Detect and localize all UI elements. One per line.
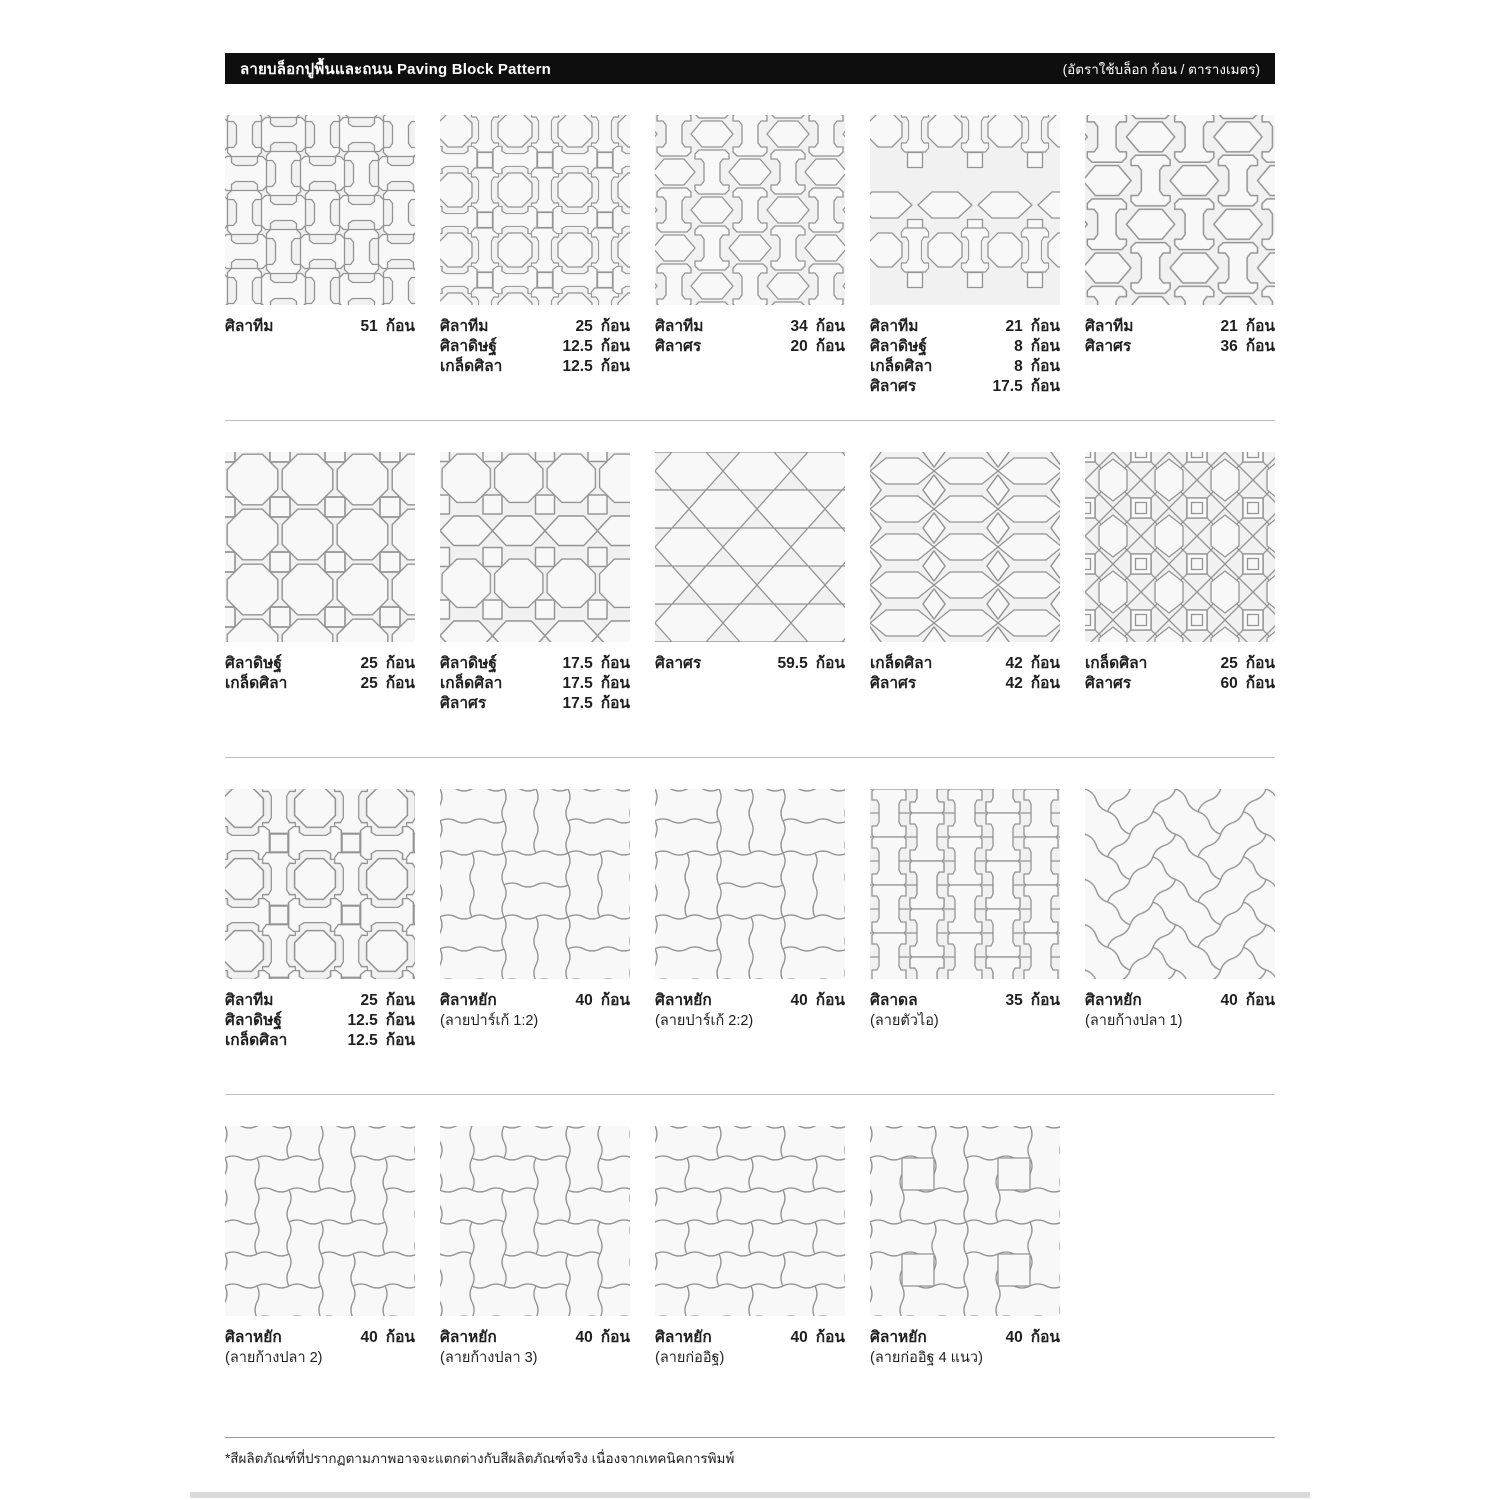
pattern-cell bbox=[440, 789, 630, 1094]
pattern-swatch-i-hex-2 bbox=[1085, 115, 1275, 305]
product-count bbox=[563, 357, 630, 377]
pattern-labels bbox=[870, 317, 1060, 397]
product-count bbox=[778, 654, 845, 674]
product-line bbox=[1085, 991, 1275, 1011]
product-line bbox=[870, 991, 1060, 1011]
product-line bbox=[870, 654, 1060, 674]
product-count bbox=[790, 317, 845, 337]
pattern-cell bbox=[440, 115, 630, 420]
count-unit: ก้อน bbox=[600, 1329, 630, 1346]
product-name: ศิลาดล bbox=[870, 992, 918, 1009]
pattern-cell bbox=[440, 452, 630, 757]
count-value: 40 bbox=[1005, 1329, 1023, 1346]
pattern-cell bbox=[225, 115, 415, 420]
product-line bbox=[1085, 317, 1275, 337]
count-value: 35 bbox=[1005, 992, 1023, 1009]
pattern-cell bbox=[225, 789, 415, 1094]
count-unit: ก้อน bbox=[385, 1329, 415, 1346]
pattern-variant-note: (ลายปาร์เก้ 1:2) bbox=[440, 1013, 539, 1029]
pattern-labels bbox=[225, 317, 415, 337]
page-footer bbox=[225, 1437, 1275, 1469]
product-count bbox=[1005, 317, 1060, 337]
page-edge-shadow bbox=[190, 1492, 1310, 1498]
pattern-labels bbox=[870, 1328, 1060, 1368]
product-count bbox=[360, 1328, 415, 1348]
page-header bbox=[225, 53, 1275, 84]
product-count bbox=[1005, 674, 1060, 694]
count-unit: ก้อน bbox=[600, 992, 630, 1009]
count-value: 8 bbox=[1014, 358, 1023, 375]
pattern-labels bbox=[225, 654, 415, 694]
pattern-cell bbox=[440, 1126, 630, 1431]
count-unit: ก้อน bbox=[600, 358, 630, 375]
count-unit: ก้อน bbox=[815, 1329, 845, 1346]
product-name: ศิลาทีม bbox=[225, 992, 274, 1009]
pattern-swatch-herringbone90 bbox=[225, 1126, 415, 1316]
product-name: ศิลาหยัก bbox=[655, 992, 712, 1009]
count-unit: ก้อน bbox=[600, 675, 630, 692]
pattern-labels bbox=[1085, 654, 1275, 694]
row-divider bbox=[225, 757, 1275, 758]
pattern-variant-note: (ลายก้างปลา 3) bbox=[440, 1350, 538, 1366]
product-line bbox=[225, 991, 415, 1011]
count-unit: ก้อน bbox=[385, 675, 415, 692]
product-count bbox=[790, 1328, 845, 1348]
product-count bbox=[1220, 337, 1275, 357]
pattern-variant-note: (ลายก่ออิฐ 4 แนว) bbox=[870, 1350, 983, 1366]
product-line bbox=[440, 654, 630, 674]
count-value: 40 bbox=[1220, 992, 1238, 1009]
pattern-variant-note: (ลายก้างปลา 1) bbox=[1085, 1013, 1183, 1029]
count-unit: ก้อน bbox=[1030, 992, 1060, 1009]
product-line bbox=[440, 991, 630, 1011]
count-value: 59.5 bbox=[777, 655, 808, 672]
product-name: ศิลาดิษฐ์ bbox=[225, 655, 282, 672]
product-count bbox=[1220, 317, 1275, 337]
pattern-labels bbox=[225, 1328, 415, 1368]
pattern-cell bbox=[870, 789, 1060, 1094]
count-value: 36 bbox=[1220, 338, 1238, 355]
count-unit: ก้อน bbox=[385, 992, 415, 1009]
row-divider bbox=[225, 1094, 1275, 1095]
product-count bbox=[360, 654, 415, 674]
pattern-cell bbox=[655, 789, 845, 1094]
count-value: 17.5 bbox=[562, 695, 593, 712]
count-unit: ก้อน bbox=[1030, 318, 1060, 335]
product-name: ศิลาศร bbox=[655, 655, 702, 672]
product-line bbox=[655, 654, 845, 674]
pattern-grid bbox=[225, 115, 1275, 1431]
pattern-variant-note: (ลายก่ออิฐ) bbox=[655, 1350, 725, 1366]
product-count bbox=[563, 694, 630, 714]
pattern-swatch-oct-sq-i2 bbox=[225, 789, 415, 979]
pattern-variant-note: (ลายก้างปลา 2) bbox=[225, 1350, 323, 1366]
count-unit: ก้อน bbox=[1245, 992, 1275, 1009]
product-line bbox=[655, 317, 845, 337]
pattern-swatch-i-interlock bbox=[225, 115, 415, 305]
product-count bbox=[360, 674, 415, 694]
product-count bbox=[575, 1328, 630, 1348]
product-name: ศิลาดิษฐ์ bbox=[870, 338, 927, 355]
count-unit: ก้อน bbox=[815, 992, 845, 1009]
product-name: ศิลาดิษฐ์ bbox=[440, 338, 497, 355]
pattern-swatch-parquet22 bbox=[655, 789, 845, 979]
product-line bbox=[870, 357, 1060, 377]
pattern-cell bbox=[225, 1126, 415, 1431]
pattern-labels bbox=[870, 991, 1060, 1031]
count-value: 17.5 bbox=[562, 675, 593, 692]
product-line bbox=[655, 1328, 845, 1348]
product-line bbox=[870, 674, 1060, 694]
product-count bbox=[1220, 674, 1275, 694]
pattern-labels bbox=[440, 991, 630, 1031]
pattern-row bbox=[225, 115, 1275, 420]
count-value: 42 bbox=[1005, 655, 1023, 672]
product-line bbox=[440, 357, 630, 377]
product-name: ศิลาทีม bbox=[440, 318, 489, 335]
count-unit: ก้อน bbox=[600, 318, 630, 335]
pattern-swatch-pinwheel bbox=[870, 1126, 1060, 1316]
product-name: เกล็ดศิลา bbox=[870, 655, 933, 672]
pattern-cell bbox=[655, 115, 845, 420]
count-unit: ก้อน bbox=[600, 338, 630, 355]
pattern-labels bbox=[655, 991, 845, 1031]
count-unit: ก้อน bbox=[1245, 338, 1275, 355]
pattern-labels bbox=[870, 654, 1060, 694]
product-name: เกล็ดศิลา bbox=[225, 675, 288, 692]
pattern-row bbox=[225, 1126, 1275, 1431]
product-name: ศิลาศร bbox=[1085, 675, 1132, 692]
count-unit: ก้อน bbox=[815, 318, 845, 335]
product-name: เกล็ดศิลา bbox=[225, 1032, 288, 1049]
product-count bbox=[563, 654, 630, 674]
product-line bbox=[440, 1328, 630, 1348]
product-name: ศิลาหยัก bbox=[440, 1329, 497, 1346]
count-unit: ก้อน bbox=[815, 655, 845, 672]
pattern-swatch-hex bbox=[655, 452, 845, 642]
count-value: 25 bbox=[360, 655, 378, 672]
pattern-swatch-herringbone90b bbox=[440, 1126, 630, 1316]
product-line bbox=[225, 1328, 415, 1348]
product-count bbox=[790, 337, 845, 357]
product-count bbox=[1005, 654, 1060, 674]
product-name: ศิลาดิษฐ์ bbox=[440, 655, 497, 672]
count-unit: ก้อน bbox=[1030, 378, 1060, 395]
row-divider bbox=[225, 420, 1275, 421]
product-name: ศิลาศร bbox=[870, 378, 917, 395]
product-name: ศิลาศร bbox=[655, 338, 702, 355]
pattern-labels bbox=[440, 317, 630, 377]
product-line bbox=[1085, 654, 1275, 674]
product-line bbox=[870, 317, 1060, 337]
count-value: 40 bbox=[790, 1329, 808, 1346]
pattern-cell bbox=[870, 1126, 1060, 1431]
pattern-labels bbox=[655, 317, 845, 357]
count-value: 40 bbox=[790, 992, 808, 1009]
pattern-labels bbox=[225, 991, 415, 1051]
pattern-swatch-i-hex bbox=[655, 115, 845, 305]
product-line bbox=[225, 654, 415, 674]
pattern-variant-note: (ลายปาร์เก้ 2:2) bbox=[655, 1013, 754, 1029]
product-line bbox=[870, 377, 1060, 397]
product-line bbox=[225, 317, 415, 337]
product-count bbox=[1220, 991, 1275, 1011]
count-value: 21 bbox=[1005, 318, 1023, 335]
product-count bbox=[1014, 357, 1060, 377]
product-name: ศิลาหยัก bbox=[870, 1329, 927, 1346]
product-count bbox=[1005, 1328, 1060, 1348]
count-value: 42 bbox=[1005, 675, 1023, 692]
count-unit: ก้อน bbox=[815, 338, 845, 355]
count-value: 40 bbox=[575, 992, 593, 1009]
product-line bbox=[225, 1031, 415, 1051]
pattern-cell bbox=[1085, 452, 1275, 757]
count-unit: ก้อน bbox=[385, 655, 415, 672]
product-name: เกล็ดศิลา bbox=[440, 675, 503, 692]
pattern-variant-note: (ลายตัวไอ) bbox=[870, 1013, 939, 1029]
product-name: เกล็ดศิลา bbox=[870, 358, 933, 375]
count-value: 40 bbox=[360, 1329, 378, 1346]
product-line bbox=[225, 1011, 415, 1031]
product-count bbox=[575, 991, 630, 1011]
product-name: ศิลาทีม bbox=[870, 318, 919, 335]
count-value: 25 bbox=[575, 318, 593, 335]
pattern-labels bbox=[655, 1328, 845, 1368]
pattern-labels bbox=[440, 654, 630, 714]
pattern-cell bbox=[870, 452, 1060, 757]
count-unit: ก้อน bbox=[1030, 655, 1060, 672]
count-unit: ก้อน bbox=[1245, 675, 1275, 692]
product-name: เกล็ดศิลา bbox=[440, 358, 503, 375]
product-count bbox=[360, 991, 415, 1011]
pattern-labels bbox=[1085, 317, 1275, 357]
page-title: ลายบล็อกปูพื้นและถนน Paving Block Pattern bbox=[240, 60, 551, 78]
product-name: ศิลาหยัก bbox=[225, 1329, 282, 1346]
count-value: 60 bbox=[1220, 675, 1238, 692]
count-value: 40 bbox=[575, 1329, 593, 1346]
product-name: ศิลาทีม bbox=[1085, 318, 1134, 335]
count-value: 12.5 bbox=[562, 358, 593, 375]
pattern-cell bbox=[655, 452, 845, 757]
product-line bbox=[440, 674, 630, 694]
pattern-cell bbox=[870, 115, 1060, 420]
product-line bbox=[655, 337, 845, 357]
pattern-swatch-oct-sq bbox=[225, 452, 415, 642]
product-name: ศิลาทีม bbox=[655, 318, 704, 335]
count-unit: ก้อน bbox=[600, 655, 630, 672]
count-unit: ก้อน bbox=[1030, 1329, 1060, 1346]
product-count bbox=[360, 317, 415, 337]
product-line bbox=[1085, 337, 1275, 357]
count-value: 34 bbox=[790, 318, 808, 335]
product-count bbox=[348, 1031, 415, 1051]
product-line bbox=[440, 317, 630, 337]
pattern-swatch-oct-sq-hex bbox=[440, 452, 630, 642]
usage-rate-note: (อัตราใช้บล็อก ก้อน / ตารางเมตร) bbox=[1062, 61, 1260, 77]
product-count bbox=[563, 674, 630, 694]
count-value: 17.5 bbox=[562, 655, 593, 672]
pattern-swatch-sq-hex-diag bbox=[1085, 452, 1275, 642]
pattern-cell bbox=[225, 452, 415, 757]
count-unit: ก้อน bbox=[1245, 655, 1275, 672]
count-unit: ก้อน bbox=[600, 695, 630, 712]
product-count bbox=[1005, 991, 1060, 1011]
pattern-cell bbox=[1085, 789, 1275, 1094]
count-value: 25 bbox=[360, 675, 378, 692]
product-line bbox=[1085, 674, 1275, 694]
pattern-labels bbox=[655, 654, 845, 674]
product-name: ศิลาหยัก bbox=[655, 1329, 712, 1346]
catalog-page bbox=[225, 53, 1275, 1466]
product-name: ศิลาดิษฐ์ bbox=[225, 1012, 282, 1029]
count-unit: ก้อน bbox=[385, 318, 415, 335]
color-disclaimer: *สีผลิตภัณฑ์ที่ปรากฏตามภาพอาจจะแตกต่างกับสีผลิตภัณฑ์จริง เนื่องจากเทคนิคการพิมพ์ bbox=[225, 1451, 735, 1466]
pattern-swatch-runningbond bbox=[655, 1126, 845, 1316]
product-line bbox=[440, 694, 630, 714]
pattern-swatch-parquet12 bbox=[440, 789, 630, 979]
count-value: 12.5 bbox=[562, 338, 593, 355]
product-count bbox=[563, 337, 630, 357]
pattern-labels bbox=[440, 1328, 630, 1368]
pattern-labels bbox=[1085, 991, 1275, 1031]
product-name: ศิลาหยัก bbox=[1085, 992, 1142, 1009]
count-unit: ก้อน bbox=[385, 1012, 415, 1029]
product-count bbox=[993, 377, 1060, 397]
pattern-swatch-oct-sq-i bbox=[440, 115, 630, 305]
count-value: 12.5 bbox=[347, 1012, 378, 1029]
count-unit: ก้อน bbox=[1030, 675, 1060, 692]
product-name: ศิลาหยัก bbox=[440, 992, 497, 1009]
product-count bbox=[790, 991, 845, 1011]
count-value: 8 bbox=[1014, 338, 1023, 355]
product-line bbox=[655, 991, 845, 1011]
product-name: ศิลาศร bbox=[870, 675, 917, 692]
count-unit: ก้อน bbox=[385, 1032, 415, 1049]
pattern-cell bbox=[1085, 115, 1275, 420]
product-line bbox=[870, 1328, 1060, 1348]
count-unit: ก้อน bbox=[1245, 318, 1275, 335]
pattern-row bbox=[225, 452, 1275, 757]
product-name: ศิลาทีม bbox=[225, 318, 274, 335]
count-value: 25 bbox=[360, 992, 378, 1009]
count-unit: ก้อน bbox=[1030, 358, 1060, 375]
pattern-row bbox=[225, 789, 1275, 1094]
pattern-swatch-herringbone45 bbox=[1085, 789, 1275, 979]
pattern-cell bbox=[655, 1126, 845, 1431]
product-line bbox=[440, 337, 630, 357]
product-line bbox=[225, 674, 415, 694]
count-value: 21 bbox=[1220, 318, 1238, 335]
product-count bbox=[348, 1011, 415, 1031]
count-value: 12.5 bbox=[347, 1032, 378, 1049]
product-count bbox=[1014, 337, 1060, 357]
product-name: เกล็ดศิลา bbox=[1085, 655, 1148, 672]
product-count bbox=[575, 317, 630, 337]
product-line bbox=[870, 337, 1060, 357]
product-name: ศิลาศร bbox=[440, 695, 487, 712]
count-unit: ก้อน bbox=[1030, 338, 1060, 355]
pattern-swatch-dumbbell bbox=[870, 789, 1060, 979]
footer-divider bbox=[225, 1437, 1275, 1438]
pattern-swatch-mix4 bbox=[870, 115, 1060, 305]
count-value: 20 bbox=[790, 338, 808, 355]
count-value: 25 bbox=[1220, 655, 1238, 672]
pattern-swatch-hex-diamond bbox=[870, 452, 1060, 642]
product-count bbox=[1220, 654, 1275, 674]
product-name: ศิลาศร bbox=[1085, 338, 1132, 355]
count-value: 51 bbox=[360, 318, 378, 335]
count-value: 17.5 bbox=[992, 378, 1023, 395]
